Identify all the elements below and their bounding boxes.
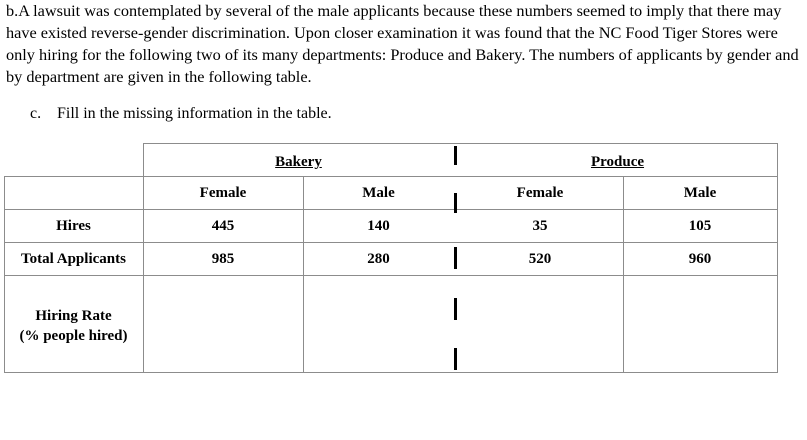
column-header-bakery-female: Female <box>199 184 247 201</box>
table-cell: 35 <box>532 217 548 234</box>
table-line-top <box>143 143 778 144</box>
column-header-produce-female: Female <box>516 184 564 201</box>
row-label-hiring-rate <box>4 304 143 348</box>
department-header-produce: Produce <box>590 154 645 170</box>
sub-question-letter: c. <box>30 105 42 122</box>
empty-hiring-rate-cell[interactable] <box>143 276 303 372</box>
problem-intro-text: b.A lawsuit was contemplated by several of the male applicants because these numbers seemed to imply that there may have existed reverse-gender discrimination. Upon closer examination it was found that the NC Food Tiger Stores were only hiring for the following two of its many departments: Produce and Bakery. The numbers of applicants by gender and by department are given in the following table. <box>6 1 799 86</box>
table-line-right <box>777 143 778 373</box>
table-cell: 520 <box>528 250 552 267</box>
empty-hiring-rate-cell[interactable] <box>303 276 454 372</box>
table-line-bottom <box>4 372 778 373</box>
table-cell: 280 <box>367 250 390 267</box>
empty-hiring-rate-cell[interactable] <box>457 276 623 372</box>
table-cell: 140 <box>367 217 390 234</box>
table-cell: 985 <box>211 250 235 267</box>
hiring-rate-label-line2: (% people hired) <box>19 328 128 344</box>
table-cell: 960 <box>688 250 712 267</box>
table-cell: 105 <box>688 217 712 234</box>
column-header-produce-male: Male <box>683 184 717 201</box>
empty-hiring-rate-cell[interactable] <box>623 276 777 372</box>
table-cell: 445 <box>211 217 235 234</box>
column-header-bakery-male: Male <box>362 184 395 201</box>
row-label-total-applicants: Total Applicants <box>21 250 126 267</box>
hiring-rate-label-line1: Hiring Rate <box>35 308 112 324</box>
row-label-hires: Hires <box>56 217 91 234</box>
department-header-bakery: Bakery <box>275 154 322 170</box>
sub-question-text: Fill in the missing information in the table. <box>57 105 332 122</box>
